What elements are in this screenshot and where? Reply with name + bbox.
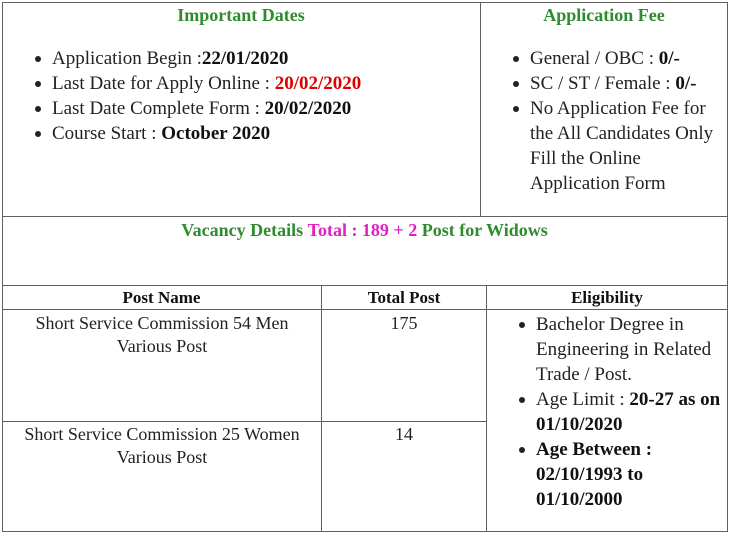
application-fee-list	[508, 46, 726, 196]
header-eligibility: Eligibility	[571, 288, 643, 307]
header-total-post: Total Post	[367, 288, 441, 307]
list-item: Last Date Complete Form : 20/02/2020	[30, 96, 470, 121]
application-fee-title: Application Fee	[543, 5, 665, 25]
border-top	[2, 2, 727, 3]
list-item: Course Start : October 2020	[30, 121, 470, 146]
divider-row1	[2, 216, 727, 217]
border-right	[727, 2, 728, 532]
divider-col-total	[486, 285, 487, 532]
list-item: SC / ST / Female : 0/-	[508, 71, 726, 96]
border-left	[2, 2, 3, 532]
table-row-total-men: 175	[390, 313, 418, 333]
list-item: Age Between : 02/10/1993 to 01/10/2000	[514, 437, 722, 512]
divider-row2	[2, 285, 727, 286]
important-dates-title: Important Dates	[177, 5, 305, 25]
header-post-name: Post Name	[122, 288, 201, 307]
list-item: Age Limit : 20-27 as on 01/10/2020	[514, 387, 722, 437]
border-bottom	[2, 531, 727, 532]
divider-row-men-women	[2, 421, 487, 422]
eligibility-list	[514, 312, 722, 512]
list-item: Application Begin :22/01/2020	[30, 46, 470, 71]
vacancy-details-title: Vacancy Details Total : 189 + 2 Post for Widows	[181, 220, 548, 240]
table-row-post-women: Short Service Commission 25 Women Various Post	[24, 424, 300, 467]
table-row-total-women: 14	[395, 424, 413, 444]
list-item: General / OBC : 0/-	[508, 46, 726, 71]
divider-header-row	[2, 309, 727, 310]
table-row-post-men: Short Service Commission 54 Men Various Post	[35, 313, 289, 356]
list-item: Bachelor Degree in Engineering in Related Trade / Post.	[514, 312, 722, 387]
list-item: No Application Fee for the All Candidates Only Fill the Online Application Form	[508, 96, 726, 196]
list-item: Last Date for Apply Online : 20/02/2020	[30, 71, 470, 96]
important-dates-list	[30, 46, 470, 146]
divider-dates-fee	[480, 2, 481, 216]
